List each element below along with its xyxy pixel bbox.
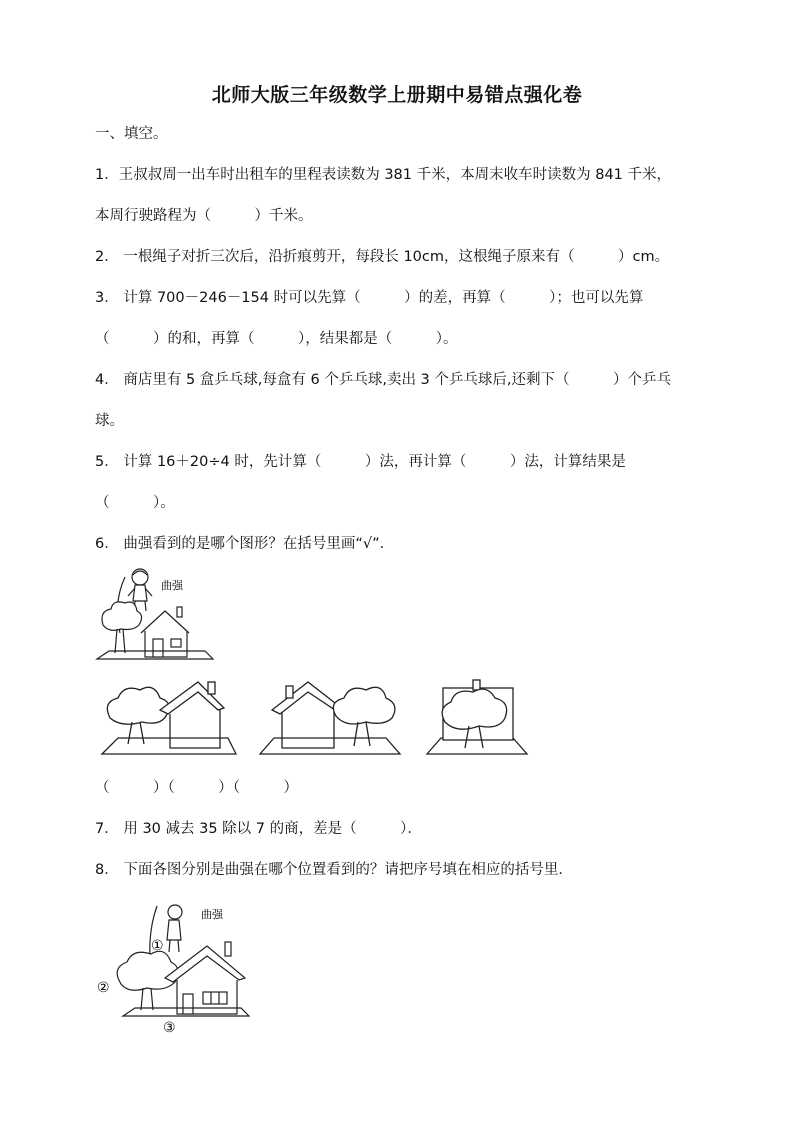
q8-positions-figure: [95, 900, 255, 1035]
q8-marker-3: ③: [163, 1020, 176, 1035]
question-1-line-1: 1．王叔叔周一出车时出租车的里程表读数为 381 千米，本周末收车时读数为 841 千米，: [95, 167, 672, 183]
q6-reference-figure: [95, 563, 215, 668]
q6-figure-label: 曲强: [161, 579, 183, 592]
question-6-line-1: 6． 曲强看到的是哪个图形？在括号里画“√”．: [95, 536, 395, 552]
page-title: 北师大版三年级数学上册期中易错点强化卷: [211, 84, 583, 106]
question-6-answer-blanks: （ ）（ ）（ ）: [95, 780, 298, 796]
question-5-line-1: 5． 计算 16＋20÷4 时，先计算（ ）法，再计算（ ）法，计算结果是: [95, 454, 626, 470]
q6-option-c-figure: [425, 678, 530, 755]
question-2-line-1: 2． 一根绳子对折三次后，沿折痕剪开，每段长 10cm，这根绳子原来有（ ）cm。: [95, 249, 670, 265]
q6-option-b-figure: [258, 680, 403, 755]
q6-option-a-figure: [98, 680, 238, 755]
question-7-line-1: 7． 用 30 减去 35 除以 7 的商，差是（ ）．: [95, 821, 422, 837]
question-4-line-2: 球。: [95, 413, 124, 429]
section-heading: 一、填空。: [95, 126, 168, 142]
q8-figure-label: 曲强: [201, 908, 223, 921]
question-5-line-2: （ ）。: [95, 495, 175, 511]
q8-marker-1: ①: [151, 938, 164, 954]
q8-marker-2: ②: [97, 980, 110, 996]
question-1-line-2: 本周行驶路程为（ ）千米。: [95, 208, 313, 224]
question-3-line-2: （ ）的和，再算（ ），结果都是（ ）。: [95, 331, 458, 347]
question-3-line-1: 3． 计算 700－246－154 时可以先算（ ）的差，再算（ ）；也可以先算: [95, 290, 644, 306]
question-4-line-1: 4． 商店里有 5 盒乒乓球,每盒有 6 个乒乓球,卖出 3 个乒乓球后,还剩下（ ）个乒乓: [95, 372, 671, 388]
question-8-line-1: 8． 下面各图分别是曲强在哪个位置看到的？请把序号填在相应的括号里．: [95, 862, 573, 878]
